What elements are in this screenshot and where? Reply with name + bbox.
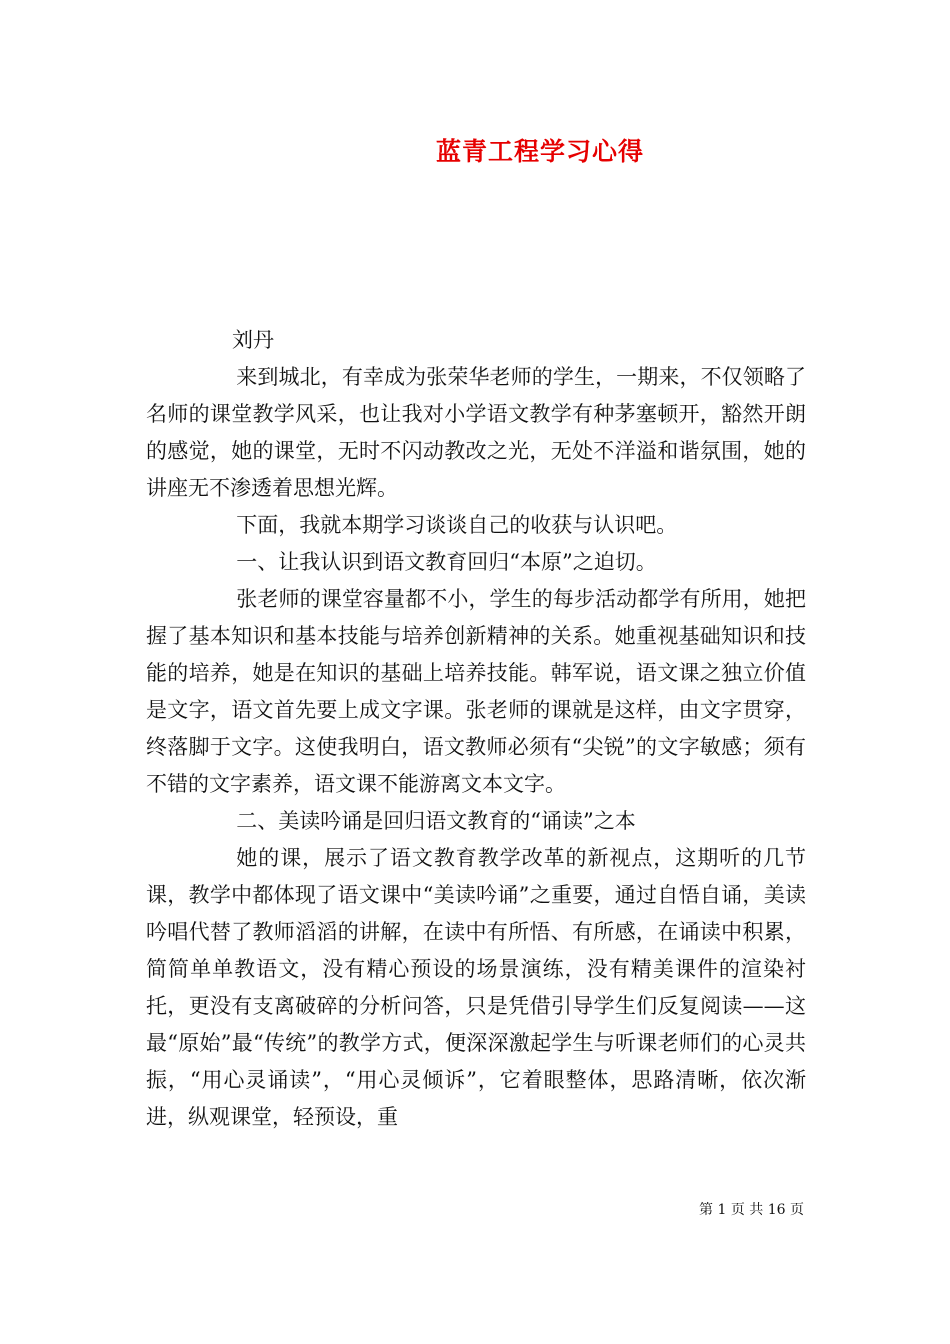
paragraph-intro: 来到城北，有幸成为张荣华老师的学生，一期来，不仅领略了名师的课堂教学风采，也让我对小学语文教学有种茅塞顿开，豁然开朗的感觉，她的课堂，无时不闪动教改之光，无处不洋溢和谐氛围，她的讲座无不渗透着思想光辉。 (146, 365, 806, 500)
document-title: 蓝青工程学习心得 (435, 137, 644, 166)
page-footer: 第 1 页 共 16 页 (699, 1202, 804, 1218)
section-heading-2: 二、美读吟诵是回归语文教育的“诵读”之本 (236, 809, 636, 833)
document-body (146, 322, 806, 1136)
paragraph-section-2: 她的课，展示了语文教育教学改革的新视点，这期听的几节课，教学中都体现了语文课中“美读吟诵”之重要，通过自悟自诵，美读吟唱代替了教师滔滔的讲解，在读中有所悟、有所感，在诵读中积累，简简单单教语文，没有精心预设的场景演练，没有精美课件的渲染衬托，更没有支离破碎的分析问答，只是凭借引导学生们反复阅读——这最“原始”最“传统”的教学方式，便深深激起学生与听课老师们的心灵共振，“用心灵诵读”，“用心灵倾诉”，它着眼整体，思路清晰，依次渐进，纵观课堂，轻预设，重 (146, 846, 806, 1129)
paragraph-transition: 下面，我就本期学习谈谈自己的收获与认识吧。 (236, 513, 678, 537)
section-heading-1: 一、让我认识到语文教育回归“本原”之迫切。 (236, 550, 657, 574)
paragraph-section-1: 张老师的课堂容量都不小，学生的每步活动都学有所用，她把握了基本知识和基本技能与培养创新精神的关系。她重视基础知识和技能的培养，她是在知识的基础上培养技能。韩军说，语文课之独立价值是文字，语文首先要上成文字课。张老师的课就是这样，由文字贯穿，终落脚于文字。这使我明白，语文教师必须有“尖锐”的文字敏感；须有不错的文字素养，语文课不能游离文本文字。 (146, 587, 806, 796)
author-name: 刘丹 (232, 328, 274, 352)
